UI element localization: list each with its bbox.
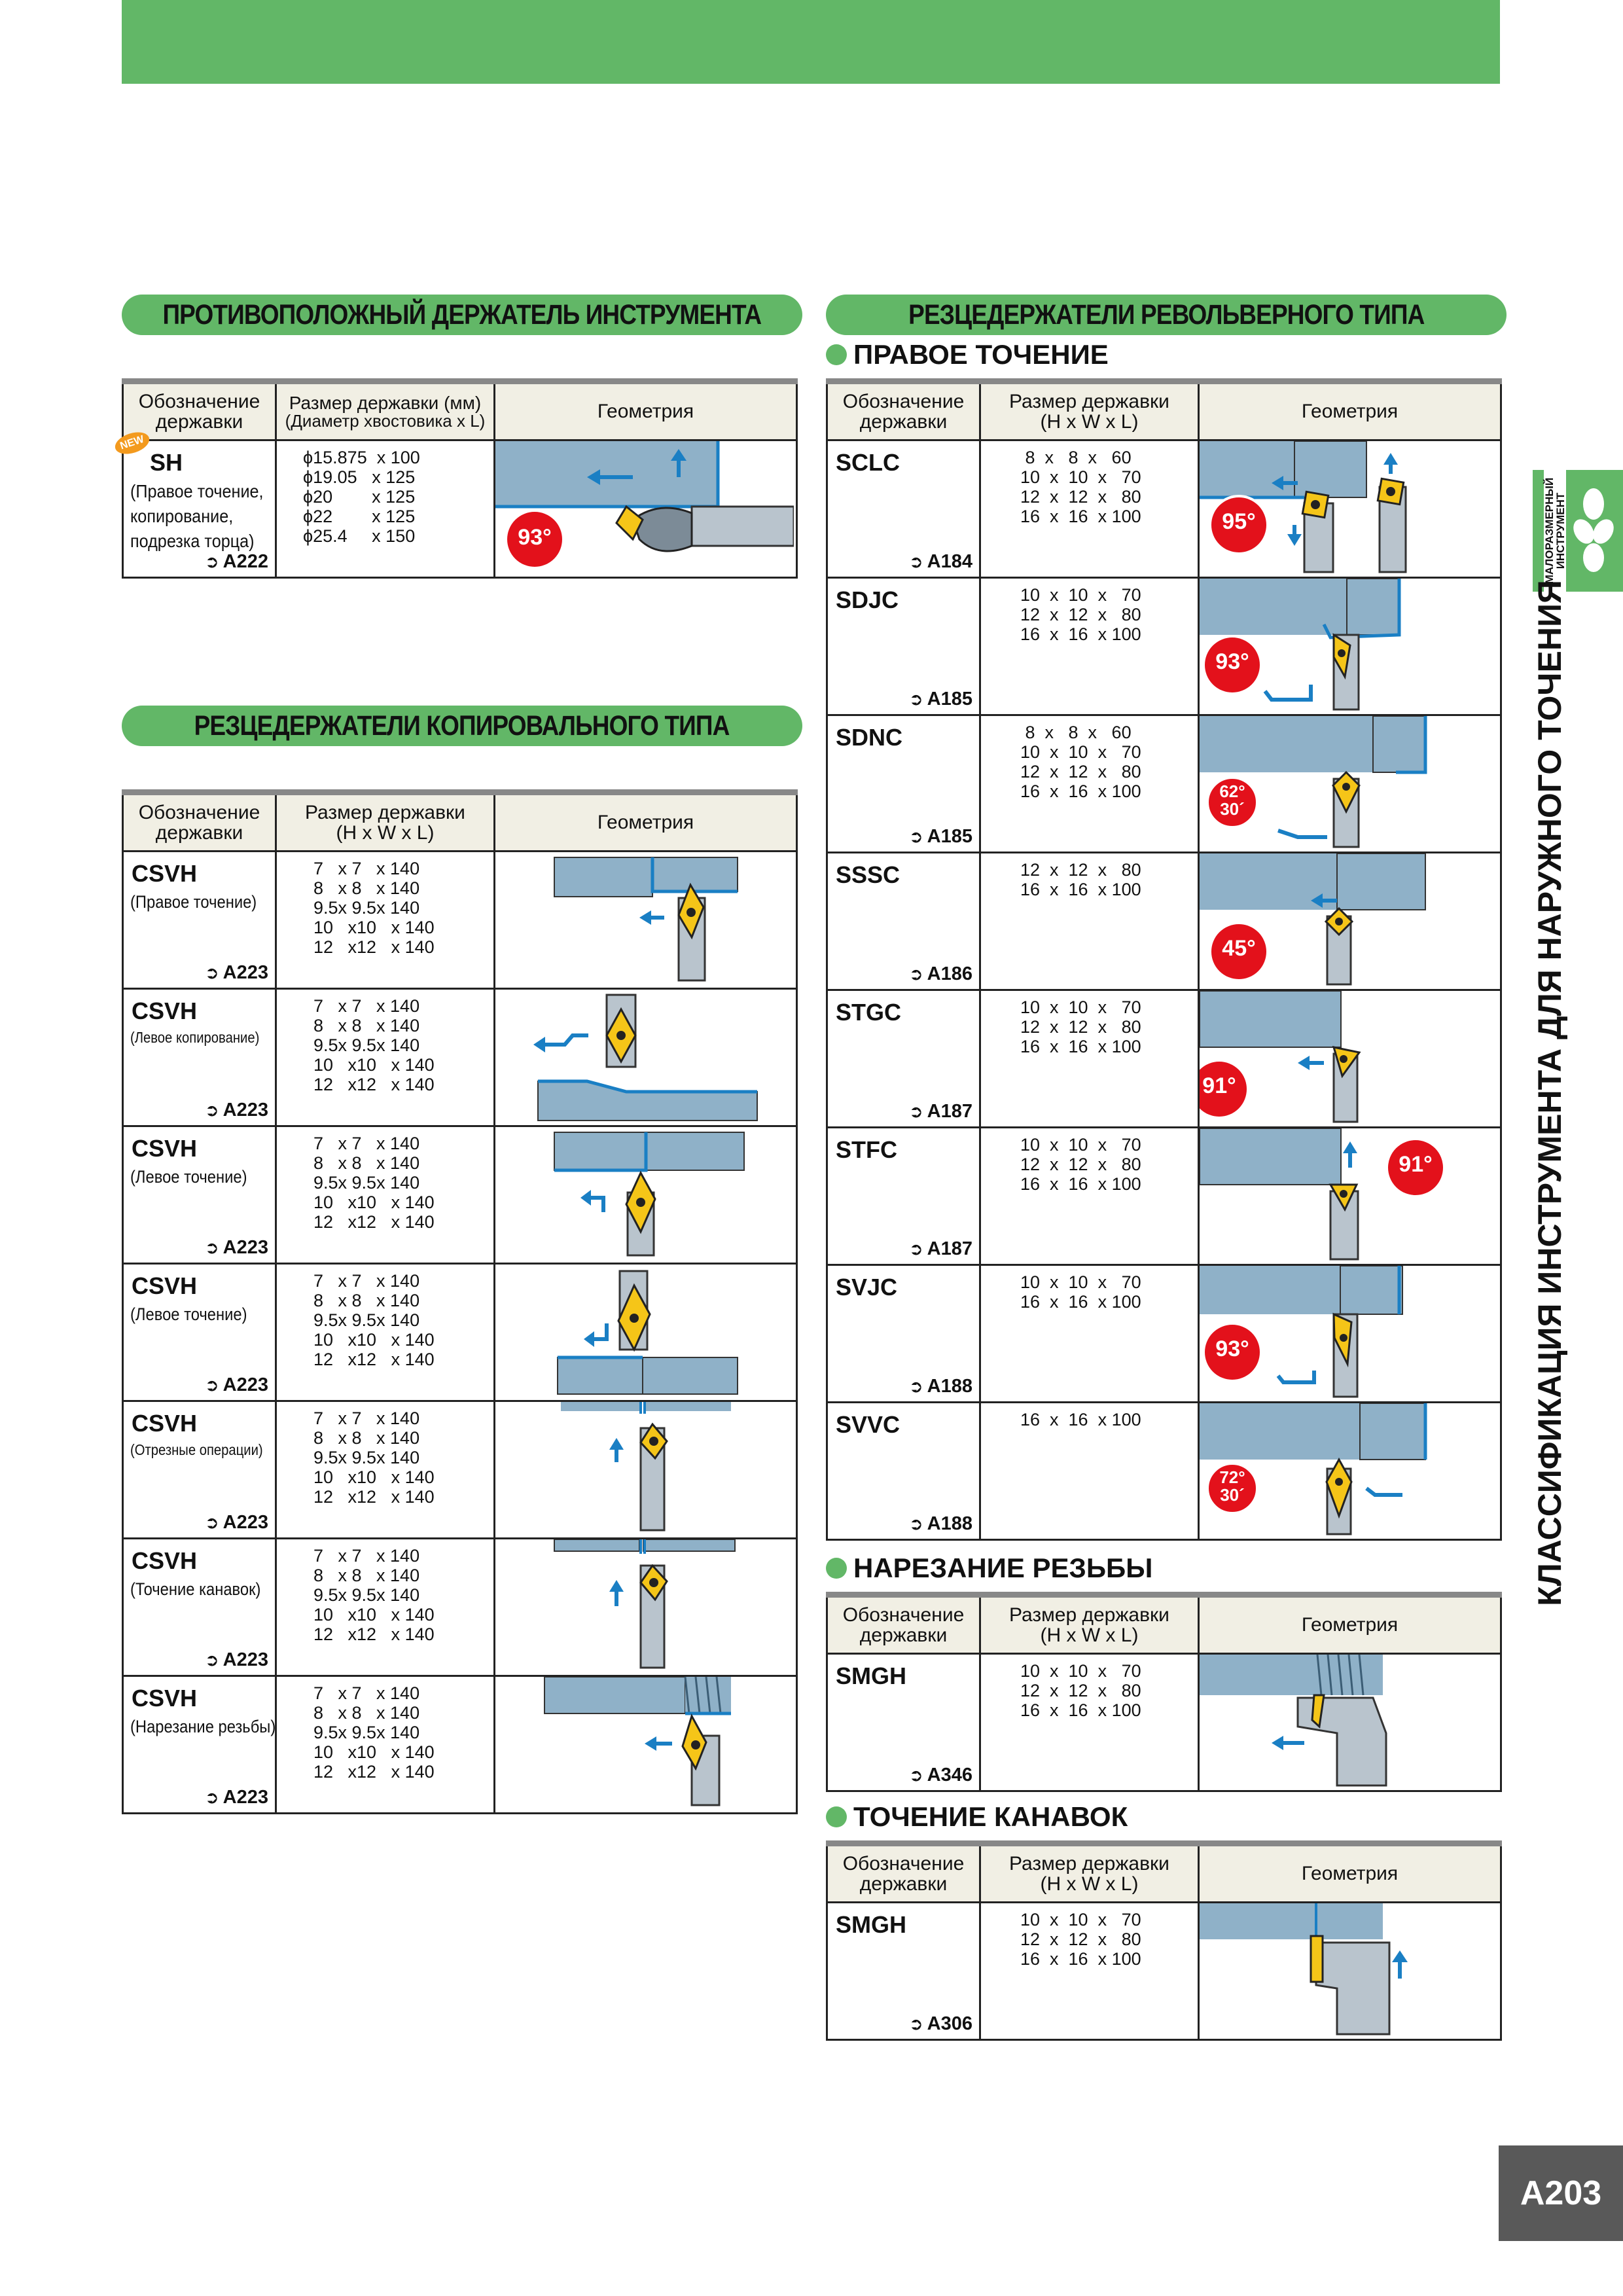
grooving-table — [826, 1840, 1502, 2041]
geometry-drawing — [1200, 1266, 1498, 1399]
geometry-drawing — [495, 1402, 794, 1535]
header-geometry — [1199, 1844, 1501, 1903]
revolver-holders-table — [826, 378, 1502, 1541]
geometry-drawing — [495, 1677, 794, 1810]
section-title-text: РЕЗЦЕДЕРЖАТЕЛИ РЕВОЛЬВЕРНОГО ТИПА — [908, 298, 1425, 331]
table-row — [827, 1403, 1501, 1540]
geometry-cell — [1199, 440, 1501, 578]
page-reference-link[interactable] — [205, 1787, 268, 1808]
designation-cell — [827, 715, 980, 853]
table-row — [827, 578, 1501, 715]
designation-cell — [827, 1128, 980, 1265]
geometry-cell — [1199, 1128, 1501, 1265]
geometry-drawing — [1200, 991, 1498, 1124]
reference-text: A223 — [223, 1237, 268, 1258]
table-row — [827, 990, 1501, 1128]
geometry-cell — [1199, 1654, 1501, 1791]
angle-badge-text: 95° — [1222, 509, 1256, 534]
reference-text: A223 — [223, 1374, 268, 1395]
header-size-hwl — [980, 1595, 1199, 1654]
page-reference-link[interactable] — [909, 1238, 972, 1260]
reference-text: A185 — [927, 689, 972, 709]
designation-note: (Правое точение) — [130, 892, 257, 912]
designation-code: SDNC — [836, 724, 903, 751]
angle-badge-text: 93° — [518, 525, 552, 550]
geometry-cell — [1199, 1403, 1501, 1540]
header-text: Геометрия — [1301, 1614, 1399, 1636]
designation-cell — [827, 440, 980, 578]
page-reference-link[interactable] — [205, 1237, 268, 1259]
size-cell — [980, 715, 1199, 853]
angle-badge-text: 45° — [1222, 936, 1256, 961]
reference-text: A187 — [927, 1101, 972, 1122]
table-row — [123, 1401, 797, 1539]
header-size-hwl — [980, 382, 1199, 440]
header-geometry — [1199, 382, 1501, 440]
reference-text: A186 — [927, 963, 972, 984]
designation-cell — [123, 1539, 276, 1676]
size-values: 7 x 7 x 140 8 x 8 x 140 9.5x 9.5x 140 10 x10 x 140 12 x12 x 140 — [313, 1683, 435, 1782]
geometry-drawing — [495, 1127, 794, 1261]
header-designation — [123, 793, 276, 852]
reference-text: A223 — [223, 1512, 268, 1533]
designation-code: CSVH — [132, 860, 198, 887]
page-reference-link[interactable] — [909, 1101, 972, 1122]
size-values: 7 x 7 x 140 8 x 8 x 140 9.5x 9.5x 140 10 x10 x 140 12 x12 x 140 — [313, 996, 435, 1094]
designation-note: (Левое точение) — [130, 1304, 247, 1324]
size-values: 7 x 7 x 140 8 x 8 x 140 9.5x 9.5x 140 10 x10 x 140 12 x12 x 140 — [313, 1134, 435, 1232]
designation-code: SCLC — [836, 449, 900, 476]
size-cell — [980, 1128, 1199, 1265]
size-values: 10 x 10 x 70 16 x 16 x 100 — [1020, 1272, 1141, 1312]
section-title-text: ПРОТИВОПОЛОЖНЫЙ ДЕРЖАТЕЛЬ ИНСТРУМЕНТА — [162, 298, 762, 331]
designation-code: SH — [150, 449, 183, 476]
geometry-drawing — [1200, 441, 1498, 575]
designation-cell — [123, 1264, 276, 1401]
page-reference-link[interactable] — [909, 1765, 972, 1786]
header-designation — [827, 382, 980, 440]
table-row — [827, 1128, 1501, 1265]
size-values: 8 x 8 x 60 10 x 10 x 70 12 x 12 x 80 16 x 16 x 100 — [1020, 448, 1141, 526]
subsection-text: ПРАВОЕ ТОЧЕНИЕ — [853, 339, 1109, 370]
geometry-cell — [1199, 715, 1501, 853]
header-designation — [827, 1595, 980, 1654]
page-reference-link[interactable] — [909, 1376, 972, 1397]
geometry-cell — [1199, 1903, 1501, 2040]
size-values: ϕ15.875 x 100 ϕ19.05 x 125 ϕ20 x 125 ϕ22 x 125 ϕ25.4 x 150 — [303, 448, 420, 546]
right-arrow-circle-icon: ➲ — [204, 1375, 219, 1395]
size-values: 16 x 16 x 100 — [1020, 1410, 1141, 1429]
table-row — [123, 989, 797, 1126]
size-cell — [980, 578, 1199, 715]
side-tab-main — [1525, 580, 1575, 1606]
designation-code: CSVH — [132, 1410, 198, 1437]
designation-code: CSVH — [132, 1547, 198, 1574]
header-size-hwl — [980, 1844, 1199, 1903]
header-designation — [827, 1844, 980, 1903]
reference-text: A184 — [927, 551, 972, 572]
right-arrow-circle-icon: ➲ — [908, 1765, 923, 1785]
size-cell — [980, 1265, 1199, 1403]
size-values: 7 x 7 x 140 8 x 8 x 140 9.5x 9.5x 140 10 x10 x 140 12 x12 x 140 — [313, 1546, 435, 1644]
green-bullet-icon — [826, 344, 847, 365]
right-arrow-circle-icon: ➲ — [204, 1513, 219, 1532]
angle-badge-text: 93° — [1215, 649, 1249, 674]
geometry-drawing — [1200, 579, 1498, 712]
page-reference-link[interactable] — [205, 962, 268, 984]
table-row — [827, 1903, 1501, 2040]
designation-cell — [123, 852, 276, 989]
angle-badge-text: 91° — [1202, 1073, 1236, 1098]
designation-cell — [827, 1903, 980, 2040]
small-tools-leaf-icon — [1572, 484, 1615, 576]
size-cell — [276, 852, 495, 989]
geometry-drawing — [495, 441, 794, 575]
section-title-text: РЕЗЦЕДЕРЖАТЕЛИ КОПИРОВАЛЬНОГО ТИПА — [194, 709, 730, 742]
right-arrow-circle-icon: ➲ — [204, 963, 219, 982]
right-arrow-circle-icon: ➲ — [204, 1238, 219, 1257]
header-text: Обозначение державки — [842, 1852, 965, 1895]
right-arrow-circle-icon: ➲ — [204, 1650, 219, 1670]
right-arrow-circle-icon: ➲ — [908, 827, 923, 846]
geometry-cell — [495, 989, 797, 1126]
section-title-revolver-holders — [826, 295, 1507, 335]
header-text: Размер державки — [305, 801, 465, 823]
green-bullet-icon — [826, 1806, 847, 1827]
side-tab-main-text: КЛАССИФИКАЦИЯ ИНСТРУМЕНТА ДЛЯ НАРУЖНОГО ТОЧЕНИЯ — [1531, 580, 1568, 1606]
header-subtext: (H x W x L) — [1040, 1624, 1139, 1646]
size-cell — [980, 440, 1199, 578]
geometry-drawing — [1200, 1903, 1498, 2037]
designation-code: SSSC — [836, 861, 901, 888]
table-row — [123, 440, 797, 578]
side-tab-small-tools — [1544, 470, 1566, 592]
designation-code: SVVC — [836, 1411, 901, 1438]
geometry-drawing — [495, 1265, 794, 1398]
page-reference-link[interactable] — [909, 2013, 972, 2035]
designation-note: (Левое копирование) — [130, 1029, 260, 1046]
reference-text: A223 — [223, 1649, 268, 1670]
table-row — [123, 1126, 797, 1264]
geometry-drawing — [495, 990, 794, 1123]
geometry-drawing — [495, 852, 794, 986]
header-subtext: (Диаметр хвостовика x L) — [285, 411, 486, 431]
header-text: Обозначение державки — [842, 1604, 965, 1646]
designation-code: CSVH — [132, 1135, 198, 1162]
reference-text: A188 — [927, 1376, 972, 1397]
reference-text: A185 — [927, 826, 972, 847]
designation-code: SVJC — [836, 1274, 898, 1300]
section-title-opposite-holder — [122, 295, 802, 335]
designation-code: SDJC — [836, 586, 899, 613]
size-values: 10 x 10 x 70 12 x 12 x 80 16 x 16 x 100 — [1020, 1661, 1141, 1720]
copy-holders-table — [122, 789, 798, 1814]
size-cell — [980, 1403, 1199, 1540]
header-text: Геометрия — [597, 401, 694, 423]
designation-code: SMGH — [836, 1662, 906, 1689]
designation-code: CSVH — [132, 1272, 198, 1299]
size-cell — [276, 1264, 495, 1401]
table-row — [827, 1654, 1501, 1791]
geometry-cell — [1199, 853, 1501, 990]
angle-badge-text: 93° — [1215, 1336, 1249, 1361]
size-values: 12 x 12 x 80 16 x 16 x 100 — [1020, 860, 1141, 899]
designation-note: (Отрезные операции) — [130, 1441, 263, 1458]
subsection-right-turning — [826, 339, 1109, 370]
header-text: Геометрия — [1301, 1863, 1399, 1885]
size-cell — [276, 440, 495, 578]
header-subtext: (H x W x L) — [1040, 1873, 1139, 1895]
designation-note: (Правое точение, копирование, подрезка торца) — [130, 481, 264, 551]
right-arrow-circle-icon: ➲ — [908, 1102, 923, 1121]
geometry-drawing — [495, 1539, 794, 1673]
designation-note: (Нарезание резьбы) — [130, 1717, 276, 1736]
designation-cell — [118, 433, 276, 578]
designation-code: STGC — [836, 999, 902, 1026]
table-row — [827, 715, 1501, 853]
geometry-cell — [495, 1676, 797, 1814]
header-text: Размер державки — [1009, 390, 1169, 412]
header-text: Размер державки — [1009, 1604, 1169, 1626]
right-arrow-circle-icon: ➲ — [204, 1787, 219, 1807]
designation-note: (Точение канавок) — [130, 1579, 261, 1599]
right-arrow-circle-icon: ➲ — [204, 552, 219, 571]
size-values: 10 x 10 x 70 12 x 12 x 80 16 x 16 x 100 — [1020, 1135, 1141, 1194]
designation-code: STFC — [836, 1136, 897, 1163]
size-cell — [276, 1539, 495, 1676]
geometry-cell — [495, 1126, 797, 1264]
reference-text: A223 — [223, 1787, 268, 1808]
designation-code: CSVH — [132, 1685, 198, 1712]
size-cell — [980, 1903, 1199, 2040]
header-subtext: (H x W x L) — [1040, 411, 1139, 433]
subsection-grooving — [826, 1801, 1128, 1833]
reference-text: A346 — [927, 1765, 972, 1785]
page-reference-link[interactable] — [205, 1512, 268, 1534]
designation-cell — [827, 1403, 980, 1540]
page-reference-link[interactable] — [909, 826, 972, 848]
page-reference-link[interactable] — [909, 689, 972, 710]
table-row — [827, 853, 1501, 990]
table-row — [123, 1539, 797, 1676]
reference-text: A223 — [223, 1100, 268, 1121]
section-title-copy-holders — [122, 706, 802, 746]
size-cell — [276, 1676, 495, 1814]
designation-code: SMGH — [836, 1911, 906, 1938]
reference-text: A222 — [223, 551, 268, 572]
right-arrow-circle-icon: ➲ — [908, 2014, 923, 2034]
page-number: A203 — [1499, 2145, 1623, 2241]
angle-badge-text: 72° 30´ — [1219, 1467, 1245, 1505]
page-reference-link[interactable] — [205, 1649, 268, 1671]
header-text: Размер державки (мм) — [289, 392, 482, 413]
reference-text: A187 — [927, 1238, 972, 1259]
subsection-text: НАРЕЗАНИЕ РЕЗЬБЫ — [853, 1552, 1153, 1583]
header-geometry — [495, 793, 797, 852]
size-values: 7 x 7 x 140 8 x 8 x 140 9.5x 9.5x 140 10 x10 x 140 12 x12 x 140 — [313, 859, 435, 957]
geometry-cell — [495, 1264, 797, 1401]
size-cell — [276, 989, 495, 1126]
right-arrow-circle-icon: ➲ — [908, 1514, 923, 1534]
header-geometry — [495, 382, 797, 440]
reference-text: A188 — [927, 1513, 972, 1534]
header-text: Размер державки — [1009, 1852, 1169, 1874]
subsection-text: ТОЧЕНИЕ КАНАВОК — [853, 1801, 1128, 1832]
right-arrow-circle-icon: ➲ — [908, 689, 923, 709]
page-reference-link[interactable] — [205, 1374, 268, 1396]
header-subtext: (H x W x L) — [336, 822, 435, 844]
size-cell — [276, 1401, 495, 1539]
header-text: Обозначение державки — [138, 390, 260, 433]
geometry-cell — [495, 852, 797, 989]
table-row — [827, 440, 1501, 578]
table-row — [827, 1265, 1501, 1403]
geometry-drawing — [1200, 1655, 1498, 1788]
right-arrow-circle-icon: ➲ — [908, 1376, 923, 1396]
header-size-mm — [276, 382, 495, 440]
table-row — [123, 1676, 797, 1814]
right-arrow-circle-icon: ➲ — [908, 964, 923, 984]
geometry-cell — [1199, 578, 1501, 715]
side-tab-small-text: МАЛОРАЗМЕРНЫЙ ИНСТРУМЕНТ — [1543, 477, 1567, 584]
threading-table — [826, 1592, 1502, 1792]
header-size-hwl — [276, 793, 495, 852]
designation-cell — [827, 853, 980, 990]
right-arrow-circle-icon: ➲ — [204, 1100, 219, 1120]
geometry-cell — [1199, 1265, 1501, 1403]
right-arrow-circle-icon: ➲ — [908, 552, 923, 571]
size-values: 7 x 7 x 140 8 x 8 x 140 9.5x 9.5x 140 10 x10 x 140 12 x12 x 140 — [313, 1408, 435, 1507]
designation-code: CSVH — [132, 997, 198, 1024]
size-cell — [980, 853, 1199, 990]
size-values: 10 x 10 x 70 12 x 12 x 80 16 x 16 x 100 — [1020, 1910, 1141, 1969]
geometry-cell — [495, 1401, 797, 1539]
page-reference-link[interactable] — [909, 551, 972, 573]
new-badge: NEW — [113, 428, 152, 457]
geometry-cell — [1199, 990, 1501, 1128]
header-text: Геометрия — [597, 812, 694, 834]
designation-note: (Левое точение) — [130, 1167, 247, 1187]
reference-text: A306 — [927, 2013, 972, 2034]
right-arrow-circle-icon: ➲ — [908, 1239, 923, 1259]
size-cell — [980, 990, 1199, 1128]
header-text: Обозначение державки — [138, 801, 260, 844]
size-values: 10 x 10 x 70 12 x 12 x 80 16 x 16 x 100 — [1020, 585, 1141, 644]
header-geometry — [1199, 1595, 1501, 1654]
designation-cell — [827, 1654, 980, 1791]
designation-cell — [827, 990, 980, 1128]
reference-text: A223 — [223, 962, 268, 983]
header-designation — [123, 382, 276, 440]
designation-cell — [827, 578, 980, 715]
table-row — [123, 852, 797, 989]
page-reference-link[interactable] — [205, 1100, 268, 1121]
table-row — [123, 1264, 797, 1401]
designation-cell — [123, 1401, 276, 1539]
page-reference-link[interactable] — [205, 551, 268, 573]
size-values: 10 x 10 x 70 12 x 12 x 80 16 x 16 x 100 — [1020, 997, 1141, 1056]
designation-cell — [827, 1265, 980, 1403]
geometry-drawing — [1200, 1128, 1498, 1262]
geometry-cell — [495, 1539, 797, 1676]
header-text: Обозначение державки — [842, 390, 965, 433]
green-bullet-icon — [826, 1558, 847, 1579]
page-reference-link[interactable] — [909, 963, 972, 985]
opposite-holder-table — [118, 378, 798, 579]
designation-cell — [123, 1126, 276, 1264]
size-cell — [276, 1126, 495, 1264]
header-text: Геометрия — [1301, 401, 1399, 423]
angle-badge-text: 91° — [1399, 1152, 1433, 1177]
geometry-cell — [495, 440, 797, 578]
size-cell — [980, 1654, 1199, 1791]
angle-badge-text: 62° 30´ — [1219, 781, 1245, 819]
size-values: 8 x 8 x 60 10 x 10 x 70 12 x 12 x 80 16 x 16 x 100 — [1020, 723, 1141, 801]
subsection-threading — [826, 1552, 1152, 1584]
designation-cell — [123, 1676, 276, 1814]
top-green-bar — [122, 0, 1500, 84]
geometry-drawing — [1200, 853, 1498, 987]
page-reference-link[interactable] — [909, 1513, 972, 1535]
designation-cell — [123, 989, 276, 1126]
size-values: 7 x 7 x 140 8 x 8 x 140 9.5x 9.5x 140 10 x10 x 140 12 x12 x 140 — [313, 1271, 435, 1369]
